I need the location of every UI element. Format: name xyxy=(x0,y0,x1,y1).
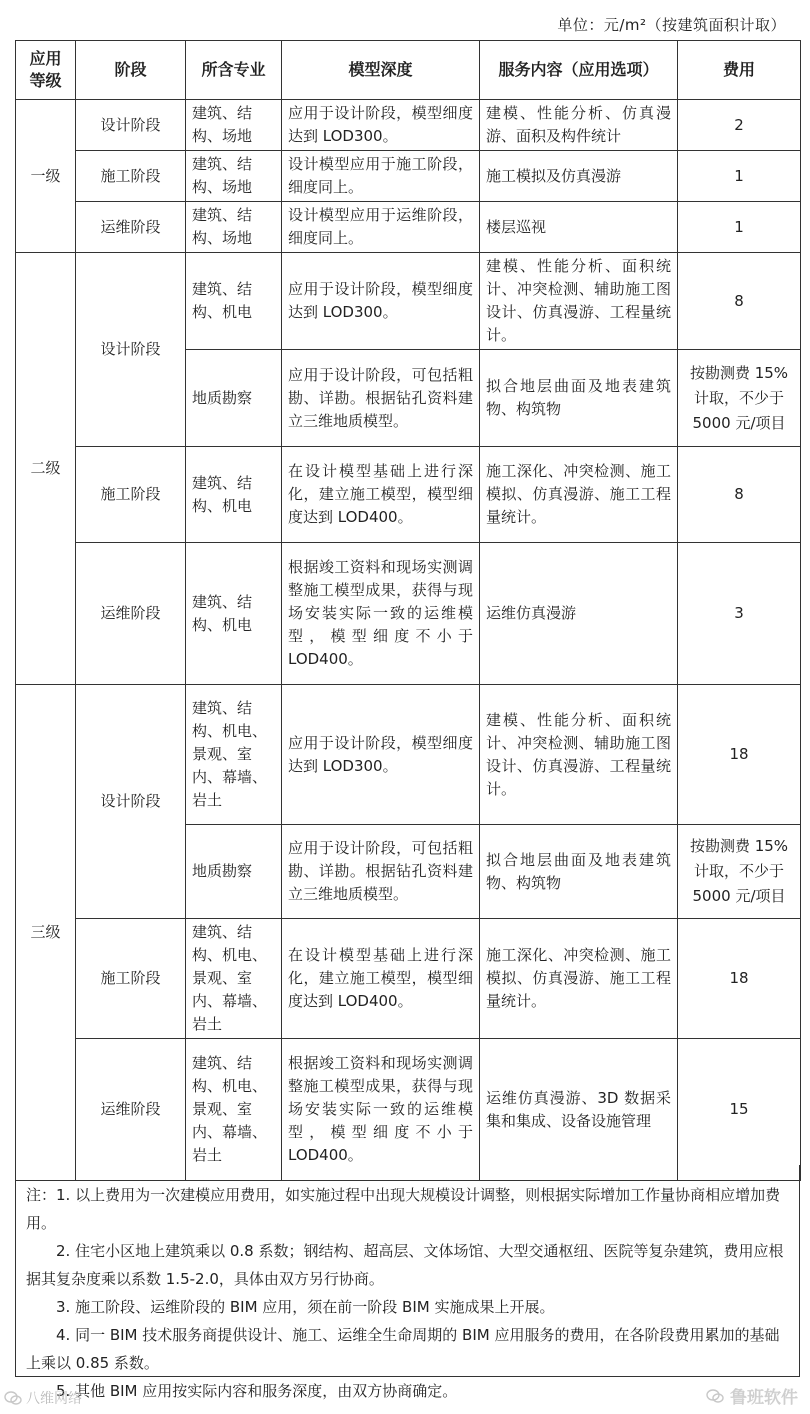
stage-cell: 设计阶段 xyxy=(76,685,186,919)
header-level: 应用等级 xyxy=(16,41,76,100)
stage-cell: 运维阶段 xyxy=(76,543,186,685)
header-depth: 模型深度 xyxy=(282,41,480,100)
depth-cell: 应用于设计阶段，模型细度达到 LOD300。 xyxy=(282,685,480,825)
major-cell: 地质勘察 xyxy=(186,350,282,447)
table-row xyxy=(16,447,801,543)
bim-fee-table xyxy=(15,40,801,1181)
header-service: 服务内容（应用选项） xyxy=(480,41,678,100)
service-cell: 建模、性能分析、仿真漫游、面积及构件统计 xyxy=(480,100,678,151)
fee-cell: 2 xyxy=(678,100,801,151)
table-row xyxy=(16,685,801,825)
level-cell: 三级 xyxy=(16,685,76,1181)
level-cell: 二级 xyxy=(16,253,76,685)
note-item: 注：1. 以上费用为一次建模应用费用，如实施过程中出现大规模设计调整，则根据实际增加工作量协商相应增加费用。 xyxy=(26,1186,781,1232)
service-cell: 拟合地层曲面及地表建筑物、构筑物 xyxy=(480,350,678,447)
stage-cell: 运维阶段 xyxy=(76,1039,186,1181)
fee-cell: 1 xyxy=(678,202,801,253)
table-row xyxy=(16,543,801,685)
table-row xyxy=(16,100,801,151)
depth-cell: 根据竣工资料和现场实测调整施工模型成果，获得与现场安装实际一致的运维模型，模型细度不小于 LOD400。 xyxy=(282,1039,480,1181)
note-item: 3. 施工阶段、运维阶段的 BIM 应用，须在前一阶段 BIM 实施成果上开展。 xyxy=(56,1298,555,1316)
fee-cell: 3 xyxy=(678,543,801,685)
fee-cell: 8 xyxy=(678,447,801,543)
level-cell: 一级 xyxy=(16,100,76,253)
table-row xyxy=(16,151,801,202)
table-row xyxy=(16,253,801,350)
depth-cell: 设计模型应用于运维阶段，细度同上。 xyxy=(282,202,480,253)
major-cell: 建筑、结构、机电 xyxy=(186,543,282,685)
service-cell: 建模、性能分析、面积统计、冲突检测、辅助施工图设计、仿真漫游、工程量统计。 xyxy=(480,253,678,350)
depth-cell: 应用于设计阶段，可包括粗勘、详勘。根据钻孔资料建立三维地质模型。 xyxy=(282,825,480,919)
header-major: 所含专业 xyxy=(186,41,282,100)
stage-cell: 施工阶段 xyxy=(76,919,186,1039)
depth-cell: 应用于设计阶段，模型细度达到 LOD300。 xyxy=(282,100,480,151)
service-cell: 楼层巡视 xyxy=(480,202,678,253)
fee-cell: 15 xyxy=(678,1039,801,1181)
major-cell: 建筑、结构、机电 xyxy=(186,447,282,543)
major-cell: 建筑、结构、机电、景观、室内、幕墙、岩土 xyxy=(186,1039,282,1181)
table-row xyxy=(16,202,801,253)
service-cell: 运维仿真漫游、3D 数据采集和集成、设备设施管理 xyxy=(480,1039,678,1181)
service-cell: 建模、性能分析、面积统计、冲突检测、辅助施工图设计、仿真漫游、工程量统计。 xyxy=(480,685,678,825)
fee-cell: 1 xyxy=(678,151,801,202)
depth-cell: 应用于设计阶段，可包括粗勘、详勘。根据钻孔资料建立三维地质模型。 xyxy=(282,350,480,447)
stage-cell: 施工阶段 xyxy=(76,447,186,543)
major-cell: 建筑、结构、机电 xyxy=(186,253,282,350)
major-cell: 建筑、结构、场地 xyxy=(186,151,282,202)
watermark-left-text: 八维网络 xyxy=(26,1391,82,1407)
depth-cell: 在设计模型基础上进行深化，建立施工模型，模型细度达到 LOD400。 xyxy=(282,919,480,1039)
watermark-left xyxy=(4,1388,82,1408)
fee-cell: 按勘测费 15% 计取，不少于 5000 元/项目 xyxy=(678,825,801,919)
wechat-icon xyxy=(706,1388,724,1404)
service-cell: 运维仿真漫游 xyxy=(480,543,678,685)
major-cell: 建筑、结构、场地 xyxy=(186,202,282,253)
watermark-right-text: 鲁班软件 xyxy=(730,1388,798,1408)
stage-cell: 运维阶段 xyxy=(76,202,186,253)
major-cell: 建筑、结构、场地 xyxy=(186,100,282,151)
depth-cell: 在设计模型基础上进行深化，建立施工模型，模型细度达到 LOD400。 xyxy=(282,447,480,543)
header-stage: 阶段 xyxy=(76,41,186,100)
watermark-right xyxy=(706,1383,798,1408)
service-cell: 拟合地层曲面及地表建筑物、构筑物 xyxy=(480,825,678,919)
service-cell: 施工深化、冲突检测、施工模拟、仿真漫游、施工工程量统计。 xyxy=(480,447,678,543)
fee-cell: 18 xyxy=(678,685,801,825)
depth-cell: 设计模型应用于施工阶段，细度同上。 xyxy=(282,151,480,202)
fee-cell: 按勘测费 15% 计取，不少于 5000 元/项目 xyxy=(678,350,801,447)
note-item: 2. 住宅小区地上建筑乘以 0.8 系数；钢结构、超高层、文体场馆、大型交通枢纽、医院等复杂建筑，费用应根据其复杂度乘以系数 1.5-2.0，具体由双方另行协商。 xyxy=(26,1242,784,1288)
table-header-row xyxy=(16,41,801,100)
note-item: 4. 同一 BIM 技术服务商提供设计、施工、运维全生命周期的 BIM 应用服务的费用，在各阶段费用累加的基础上乘以 0.85 系数。 xyxy=(26,1326,780,1372)
stage-cell: 施工阶段 xyxy=(76,151,186,202)
table-row xyxy=(16,919,801,1039)
note-item: 5. 其他 BIM 应用按实际内容和服务深度，由双方协商确定。 xyxy=(56,1382,458,1400)
fee-cell: 18 xyxy=(678,919,801,1039)
stage-cell: 设计阶段 xyxy=(76,100,186,151)
depth-cell: 应用于设计阶段，模型细度达到 LOD300。 xyxy=(282,253,480,350)
major-cell: 地质勘察 xyxy=(186,825,282,919)
table-row xyxy=(16,1039,801,1181)
depth-cell: 根据竣工资料和现场实测调整施工模型成果，获得与现场安装实际一致的运维模型，模型细度不小于 LOD400。 xyxy=(282,543,480,685)
stage-cell: 设计阶段 xyxy=(76,253,186,447)
fee-cell: 8 xyxy=(678,253,801,350)
header-fee: 费用 xyxy=(678,41,801,100)
wechat-icon xyxy=(4,1390,22,1406)
major-cell: 建筑、结构、机电、景观、室内、幕墙、岩土 xyxy=(186,919,282,1039)
unit-note: 单位：元/m²（按建筑面积计取） xyxy=(557,16,786,34)
major-cell: 建筑、结构、机电、景观、室内、幕墙、岩土 xyxy=(186,685,282,825)
service-cell: 施工深化、冲突检测、施工模拟、仿真漫游、施工工程量统计。 xyxy=(480,919,678,1039)
service-cell: 施工模拟及仿真漫游 xyxy=(480,151,678,202)
